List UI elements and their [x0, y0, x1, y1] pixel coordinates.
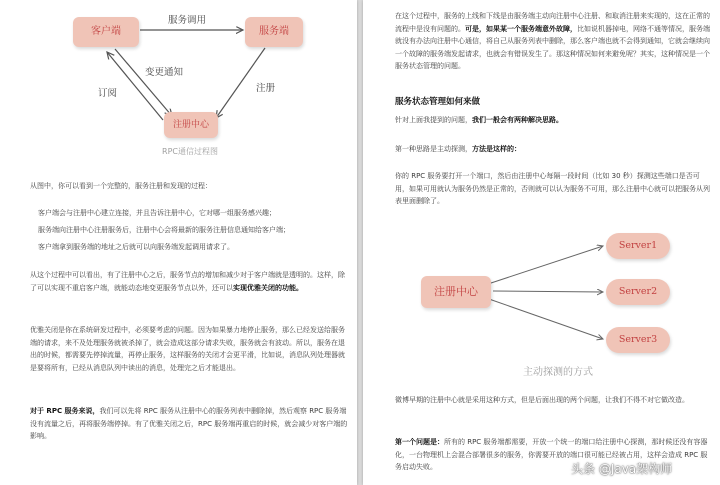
- notify-label: 变更通知: [145, 67, 184, 78]
- left-page: [0, 0, 357, 485]
- probe-arrow-2: [493, 291, 603, 292]
- rpc-shutdown-bold: 对于 RPC 服务来说，: [30, 407, 100, 415]
- bullet-2: 服务端向注册中心注册服务后，注册中心会将最新的服务注册信息通知给客户端；: [38, 226, 290, 234]
- two-approaches-paragraph: [395, 114, 713, 127]
- active-probe-text: 第一种思路是主动探测，: [395, 145, 472, 153]
- graceful-shutdown-paragraph: 优雅关闭是你在系统研发过程中，必须要考虑的问题。因为如果暴力地停止服务，那么已经发送给服务端的请求，来不及处理服务就被杀掉了，就会造成这部分请求失败，服务就会有波动。所以，服务在退出的时候，都需要先停掉流量，再停止服务，这样服务的关闭才会更平滑，比如说，消息队列处理器就是要将所有，已经从消息队列中读出的消息，处理完之后才能退出。: [30, 326, 345, 372]
- two-approaches-text: 针对上面我提到的问题，: [395, 116, 472, 124]
- failure-paragraph: [395, 10, 713, 73]
- registry-node: 注册中心: [164, 112, 218, 138]
- probe-diagram-caption: 主动探测的方式: [523, 367, 593, 378]
- failure-text-1: 在这个过程中，服务的上线和下线是由服务端主动向注册中心注册、和取消注册来实现的，这在正常的流程中是没有问题的。: [395, 12, 710, 33]
- transparency-paragraph: [30, 269, 348, 294]
- rpc-shutdown-text: 我们可以先将 RPC 服务从注册中心的服务列表中删除掉，然后观察 RPC 服务端没有流量之后，再将服务端停掉。有了优雅关闭之后，RPC 服务端再重启的时候，就会减少对客户端的影响。: [30, 407, 348, 441]
- server2-node: Server2: [606, 279, 670, 305]
- notify-arrow: [115, 49, 172, 116]
- transparency-text: 从这个过程中可以看出，有了注册中心之后，服务节点的增加和减少对于客户端就是透明的。这样，除了可以实现不重启客户端，就能动态地变更服务节点以外，还可以: [30, 271, 345, 292]
- two-approaches-bold: 我们一般会有两种解决思路。: [472, 116, 563, 124]
- server3-node: Server3: [606, 327, 670, 353]
- subscribe-label: 订阅: [98, 88, 118, 99]
- active-probe-bold: 方法是这样的：: [472, 145, 521, 153]
- first-problem-bold: 第一个问题是：: [395, 438, 444, 446]
- probe-detail-paragraph: 你的 RPC 服务要打开一个端口，然后由注册中心每隔一段时间（比如 30 秒）探测这些端口是否可用，如果可用就认为服务仍然是正常的，否则就可以认为服务不可用，那么注册中心就可以把服务从列表里面删除了。: [395, 172, 710, 206]
- call-label: 服务调用: [168, 15, 207, 26]
- intro-paragraph: 从图中，你可以看到一个完整的，服务注册和发现的过程：: [30, 182, 212, 190]
- probe-arrow-1: [491, 246, 603, 283]
- failure-text-2: 比如说机器掉电，网络不通等情况，服务端就没有办法向注册中心通信，将自己从服务列表中删除，那么客户端也就不会得到通知，它就会继续向一个故障的服务端发起请求，也就会有错误发生了。那这种情况如何来避免呢？其实，这种情况是一个服务状态管理的问题。: [395, 24, 710, 71]
- section-heading: 服务状态管理如何来做: [395, 97, 481, 107]
- probe-arrow-3: [489, 299, 603, 339]
- bullet-3: 客户端拿到服务端的地址之后就可以向服务端发起调用请求了。: [38, 243, 234, 251]
- graceful-shutdown-bold: 实现优雅关闭的功能。: [233, 283, 303, 292]
- register-label: 注册: [256, 83, 276, 94]
- client-node: 客户端: [73, 17, 139, 47]
- server1-node: Server1: [606, 233, 670, 259]
- diagram-caption: RPC通信过程图: [162, 147, 218, 156]
- right-page: [363, 0, 720, 485]
- server-node: 服务端: [245, 17, 303, 47]
- probe-registry-node: 注册中心: [421, 276, 491, 308]
- bullet-1: 客户端会与注册中心建立连接，并且告诉注册中心，它对哪一组服务感兴趣；: [38, 209, 276, 217]
- weibo-paragraph: 微博早期的注册中心就是采用这种方式，但是后面出现的两个问题，让我们不得不对它做改造。: [395, 396, 689, 404]
- active-probe-paragraph: [395, 143, 713, 156]
- watermark: 头条 @Java架构师: [571, 462, 673, 476]
- failure-bold: 可是，如果某一个服务端意外故障，: [465, 24, 577, 33]
- first-problem-text: 所有的 RPC 服务端都需要，开放一个统一的端口给注册中心探测，那时候还没有容器化，一台物理机上会混合部署很多的服务，你需要开放的端口很可能已经被占用，这样会造成 RPC 服务启动失败。: [395, 438, 708, 472]
- rpc-shutdown-paragraph: [30, 405, 348, 443]
